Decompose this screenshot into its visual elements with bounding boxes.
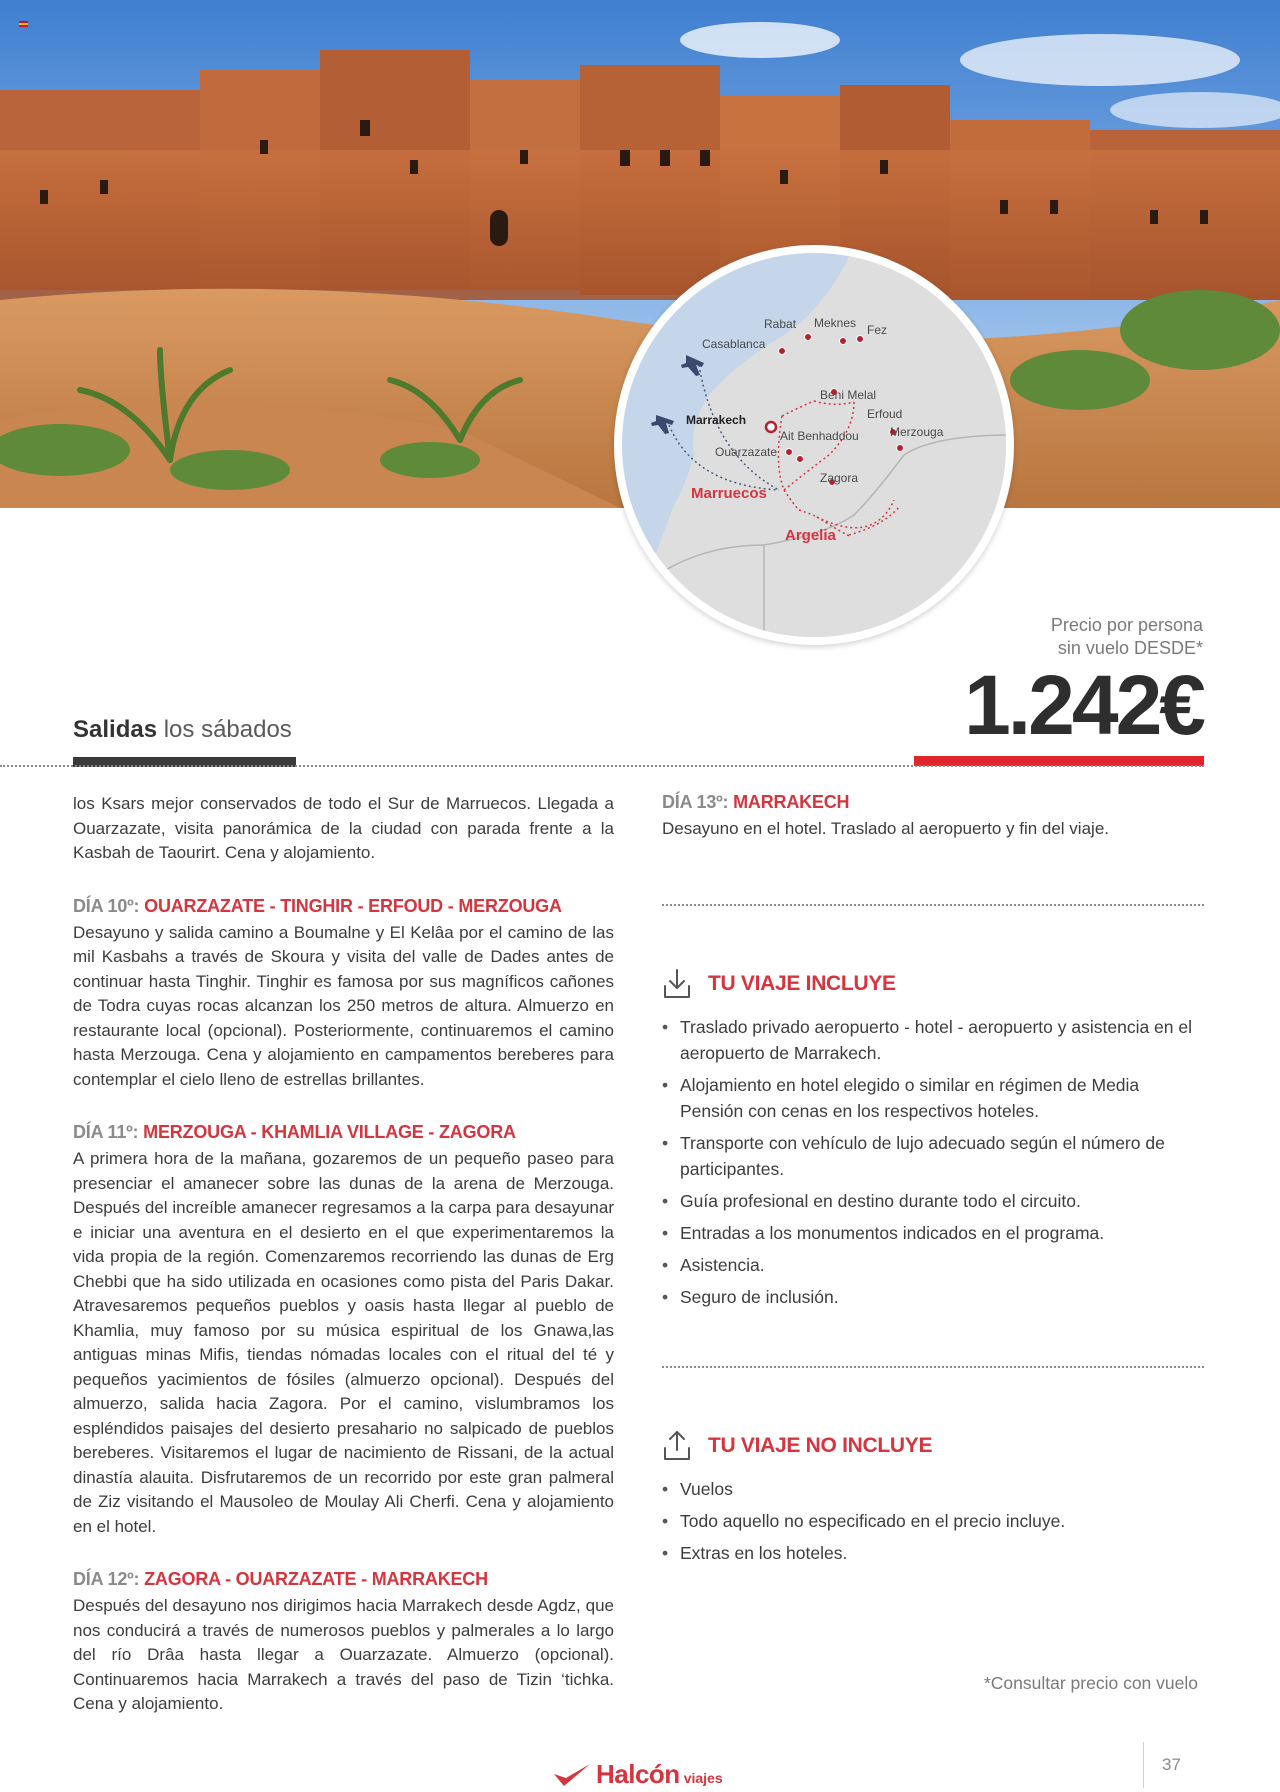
day-10-heading: DÍA 10º: OUARZAZATE - TINGHIR - ERFOUD - MERZOUGA	[73, 895, 562, 916]
excludes-heading	[662, 1430, 1204, 1462]
day-13-heading: DÍA 13º: MARRAKECH	[662, 792, 850, 812]
checkmark-icon	[552, 1762, 592, 1788]
brand-sub: viajes	[683, 1770, 723, 1786]
map-label-fez: Fez	[867, 323, 888, 337]
list-item: • Entradas a los monumentos indicados en el programa.	[662, 1220, 1204, 1246]
day-11-heading: DÍA 11º: MERZOUGA - KHAMLIA VILLAGE - ZAGORA	[73, 1122, 516, 1142]
day-10-text: Desayuno y salida camino a Boumalne y El Kelâa por el camino de las mil Kasbahs a través de Skoura y visita del valle de Dades antes de continuar hasta Tinghir. Tinghir es famosa por sus magníficos cañones de Todra cuyas rocas alcanzan los 250 metros de altura. Almuerzo en restaurante local (opcional). Posteriormente, continuaremos el camino hasta Merzouga. Cena y alojamiento en campamentos bereberes para contemplar el cielo lleno de estrellas brillantes.	[73, 922, 614, 1089]
map-label-rabat: Rabat	[764, 317, 797, 331]
day-12-heading: DÍA 12º: ZAGORA - OUARZAZATE - MARRAKECH	[73, 1569, 488, 1589]
list-item: • Alojamiento en hotel elegido o similar en régimen de Media Pensión con cenas en los respectivos hoteles.	[662, 1072, 1204, 1124]
excludes-title: TU VIAJE NO INCLUYE	[708, 1433, 933, 1457]
list-item: • Guía profesional en destino durante todo el circuito.	[662, 1188, 1204, 1214]
divider-1	[662, 904, 1204, 906]
map-label-meknes: Meknes	[814, 316, 857, 330]
list-item: • Seguro de inclusión.	[662, 1284, 1204, 1310]
footnote: *Consultar precio con vuelo	[983, 1673, 1198, 1693]
map-label-merzouga: Merzouga	[890, 425, 944, 439]
map-label-zagora: Zagora	[820, 471, 859, 485]
departures-label: Salidas	[73, 716, 158, 743]
list-item: • Todo aquello no especificado en el precio incluye.	[662, 1508, 1204, 1534]
list-item: • Vuelos	[662, 1476, 1204, 1502]
map-label-marrakech: Marrakech	[686, 413, 747, 427]
map-label-beni-melal: Beni Melal	[820, 388, 877, 402]
day-12-text: Después del desayuno nos dirigimos hacia Marrakech desde Agdz, que nos conducirá a través de numerosos pueblos y palmerales a lo largo del río Drâa hasta llegar a Ouarzazate. Almuerzo (opcional). Continuaremos hacia Marrakech a través del paso de Tizin ‘tichka. Cena y alojamiento.	[73, 1596, 614, 1713]
day-13-text: Desayuno en el hotel. Traslado al aeropuerto y fin del viaje.	[662, 819, 1109, 838]
upload-icon	[662, 1430, 692, 1462]
list-item: • Traslado privado aeropuerto - hotel - aeropuerto y asistencia en el aeropuerto de Marrakech.	[662, 1014, 1204, 1066]
flag-icon	[19, 21, 28, 27]
page-number-divider	[1143, 1742, 1144, 1788]
section-divider	[0, 765, 1204, 767]
departures-value: los sábados	[163, 716, 292, 743]
day-11-text: A primera hora de la mañana, gozaremos de un pequeño paseo para presenciar el amanecer sobre las dunas de la arena de Merzouga. Después del increíble amanecer regresamos a la carpa para desayunar e iniciar una aventura en el desierto en el que experimentaremos la vida propia de la región. Comenzaremos recorriendo las dunas de Erg Chebbi que ha sido utilizada en ocasiones como pista del Paris Dakar. Atravesaremos pequeños pueblos y oasis hasta llegar al pueblo de Khamlia, muy famoso por su música espiritual de los Gnawa,las antiguas minas Mifis, tiendas nómadas locales con el ritual del té y pequeños yacimientos de fósiles (almuerzo opcional). Después del almuerzo, salida hacia Zagora. Por el camino, vislumbramos los espléndidos paisajes del desierto presahario no salpicado de pueblos bereberes. Visitaremos el lugar de nacimiento de Rissani, de la actual dinastía alauita. Disfrutaremos de un recorrido por este gran palmeral de Ziz visitando el Mausoleo de Moulay Ali Cherfi. Cena y alojamiento en el hotel.	[73, 1149, 614, 1536]
map-label-erfoud: Erfoud	[867, 407, 903, 421]
excludes-list	[662, 1476, 1204, 1566]
includes-title: TU VIAJE INCLUYE	[708, 971, 896, 995]
itinerary-column	[73, 792, 614, 1717]
includes-list	[662, 1014, 1204, 1310]
map-label-ouarzazate: Ouarzazate	[715, 445, 778, 459]
info-column	[662, 792, 1204, 1572]
map-label-algeria: Argelia	[785, 527, 836, 544]
download-icon	[662, 968, 692, 1000]
divider-2	[662, 1366, 1204, 1368]
route-map	[614, 245, 1014, 645]
brand-name: Halcón	[596, 1759, 680, 1789]
map-label-casablanca: Casablanca	[702, 337, 766, 351]
day-9-continuation: los Ksars mejor conservados de todo el Sur de Marruecos. Llegada a Ouarzazate, visita panorámica de la ciudad con parada frente a la Kasbah de Taourirt. Cena y alojamiento.	[73, 794, 614, 862]
brand-logo	[552, 1758, 723, 1788]
page-number: 37	[1162, 1755, 1181, 1774]
map-label-morocco: Marruecos	[691, 485, 767, 502]
map-label-ait-benhaddou: Ait Benhaddou	[780, 429, 859, 443]
departures-heading	[73, 716, 292, 744]
includes-heading	[662, 968, 1204, 1000]
list-item: • Extras en los hoteles.	[662, 1540, 1204, 1566]
price-amount: 1.242€	[964, 658, 1203, 752]
list-item: • Transporte con vehículo de lujo adecuado según el número de participantes.	[662, 1130, 1204, 1182]
list-item: • Asistencia.	[662, 1252, 1204, 1278]
price-caption: Precio por persona sin vuelo DESDE*	[1050, 615, 1203, 658]
